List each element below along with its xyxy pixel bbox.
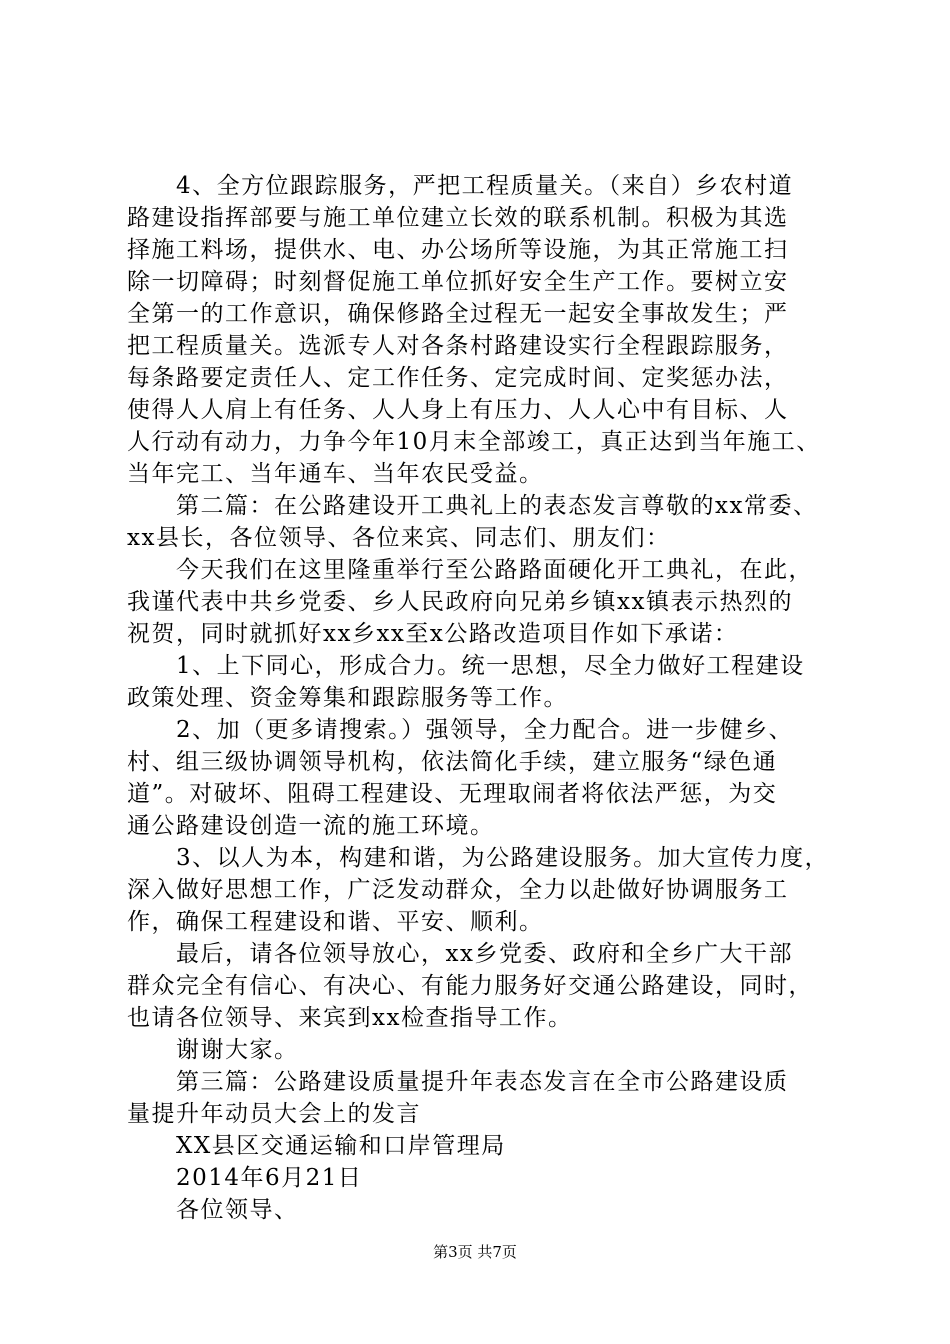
text-line: 各位领导、	[127, 1197, 299, 1223]
text-line: 政策处理、资金筹集和跟踪服务等工作。	[127, 685, 568, 711]
text-line: 第三篇：公路建设质量提升年表态发言在全市公路建设质	[127, 1069, 789, 1095]
document-body	[127, 170, 839, 1226]
text-line: 择施工料场，提供水、电、办公场所等设施，为其正常施工扫	[127, 237, 789, 263]
text-line: 人行动有动力，力争今年10月末全部竣工，真正达到当年施工、	[127, 429, 821, 455]
text-line: 2014年6月21日	[127, 1165, 363, 1191]
text-line: 谢谢大家。	[127, 1037, 299, 1063]
text-line: XX县区交通运输和口岸管理局	[127, 1133, 506, 1159]
text-line: 4、全方位跟踪服务，严把工程质量关。（来自）乡农村道	[127, 173, 794, 199]
text-line: 今天我们在这里隆重举行至公路路面硬化开工典礼，在此，	[127, 557, 813, 583]
text-line: 祝贺，同时就抓好xx乡xx至x公路改造项目作如下承诺：	[127, 621, 739, 647]
text-line: 当年完工、当年通车、当年农民受益。	[127, 461, 544, 487]
text-line: 全第一的工作意识，确保修路全过程无一起安全事故发生；严	[127, 301, 789, 327]
text-line: 群众完全有信心、有决心、有能力服务好交通公路建设，同时，	[127, 973, 813, 999]
text-line: 把工程质量关。选派专人对各条村路建设实行全程跟踪服务，	[127, 333, 789, 359]
text-line: 量提升年动员大会上的发言	[127, 1101, 421, 1127]
text-line: 作，确保工程建设和谐、平安、顺利。	[127, 909, 544, 935]
text-line: 道”。对破坏、阻碍工程建设、无理取闹者将依法严惩，为交	[127, 781, 778, 807]
text-line: xx县长，各位领导、各位来宾、同志们、朋友们：	[127, 525, 671, 551]
text-line: 最后，请各位领导放心，xx乡党委、政府和全乡广大干部	[127, 941, 793, 967]
page-number-footer: 第3页 共7页	[433, 1243, 517, 1261]
text-line: 除一切障碍；时刻督促施工单位抓好安全生产工作。要树立安	[127, 269, 789, 295]
text-line: 深入做好思想工作，广泛发动群众，全力以赴做好协调服务工	[127, 877, 789, 903]
text-line: 每条路要定责任人、定工作任务、定完成时间、定奖惩办法，	[127, 365, 789, 391]
text-line: 路建设指挥部要与施工单位建立长效的联系机制。积极为其选	[127, 205, 789, 231]
text-line: 1、上下同心，形成合力。统一思想，尽全力做好工程建设	[127, 653, 805, 679]
text-line: 3、以人为本，构建和谐，为公路建设服务。加大宣传力度，	[127, 845, 830, 871]
text-line: 村、组三级协调领导机构，依法简化手续，建立服务“绿色通	[127, 749, 778, 775]
text-line: 我谨代表中共乡党委、乡人民政府向兄弟乡镇xx镇表示热烈的	[127, 589, 793, 615]
text-line: 使得人人肩上有任务、人人身上有压力、人人心中有目标、人	[127, 397, 789, 423]
text-line: 通公路建设创造一流的施工环境。	[127, 813, 495, 839]
text-line: 第二篇：在公路建设开工典礼上的表态发言尊敬的xx常委、	[127, 493, 818, 519]
text-line: 2、加（更多请搜索。）强领导，全力配合。进一步健乡、	[127, 717, 794, 743]
text-line: 也请各位领导、来宾到xx检查指导工作。	[127, 1005, 573, 1031]
